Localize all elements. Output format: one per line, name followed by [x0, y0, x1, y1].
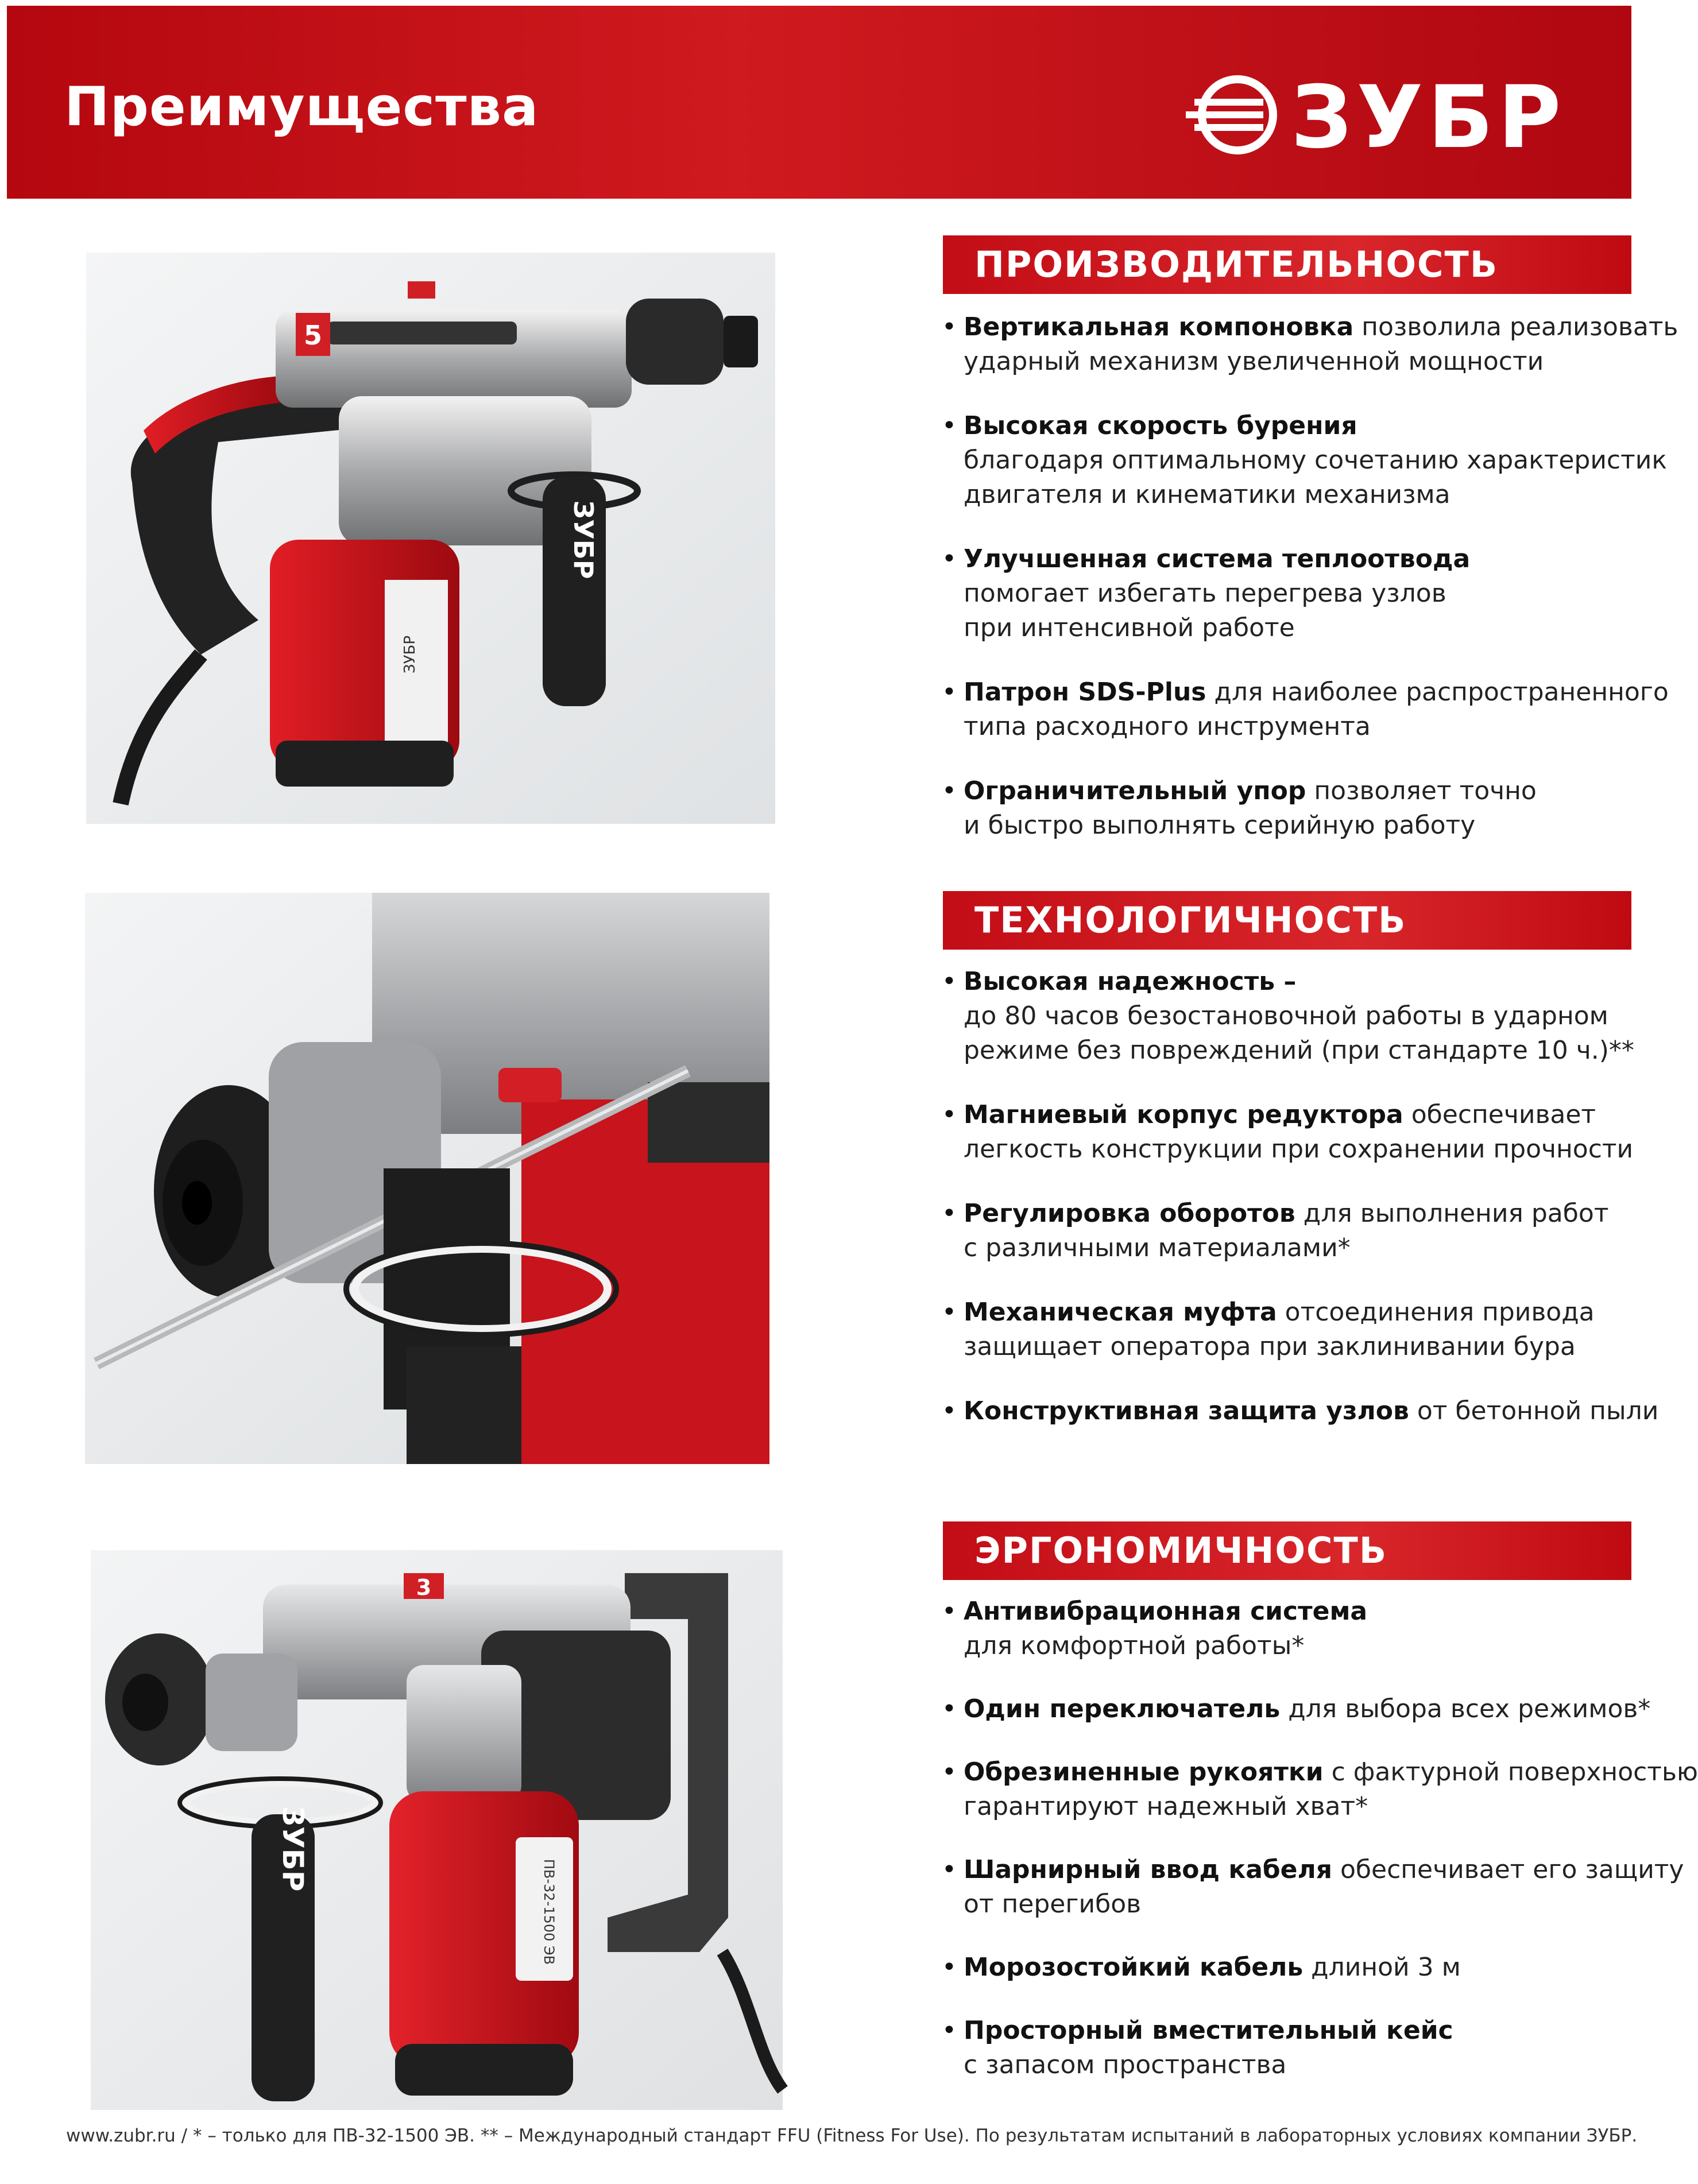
- list-item: • Высокая надежность – до 80 часов безостановочной работы в ударном режиме без повреждений (при стандарте 10 ч.)**: [942, 965, 1631, 1068]
- handle-logo-front: ЗУБР: [276, 1806, 310, 1892]
- list-item: • Регулировка оборотов для выполнения работ с различными материалами*: [942, 1196, 1631, 1265]
- handle-logo: ЗУБР: [568, 500, 599, 579]
- performance-list: [942, 310, 1678, 843]
- list-item: • Конструктивная защита узлов от бетонной пыли: [942, 1394, 1631, 1428]
- section-title: ТЕХНОЛОГИЧНОСТЬ: [974, 899, 1407, 941]
- zubr-emblem-icon: [1183, 69, 1286, 161]
- header-banner: [7, 6, 1631, 199]
- list-item: • Вертикальная компоновка позволила реализовать ударный механизм увеличенной мощности: [942, 310, 1631, 379]
- section-technology-header: [943, 891, 1631, 950]
- body-label-model: ПВ-32-1500 ЭВ: [541, 1858, 557, 1965]
- body-logo: ЗУБР: [401, 635, 419, 674]
- product-photo-hammer-side: [86, 253, 775, 824]
- list-item: • Ограничительный упор позволяет точно и быстро выполнять серийную работу: [942, 774, 1631, 843]
- page-title: Преимущества: [64, 76, 539, 138]
- list-item: • Просторный вместительный кейс с запасом пространства: [942, 2013, 1631, 2082]
- rotary-hammer-illustration: [86, 253, 775, 824]
- depth-stop-closeup-illustration: [85, 893, 769, 1464]
- zubr-logo: [1183, 68, 1579, 168]
- list-item: • Обрезиненные рукоятки с фактурной поверхностью гарантируют надежный хват*: [942, 1755, 1631, 1824]
- list-item: • Магниевый корпус редуктора обеспечивает легкость конструкции при сохранении прочности: [942, 1098, 1631, 1167]
- brand-name: ЗУБР: [1291, 68, 1566, 168]
- ergonomics-list: [942, 1594, 1698, 2082]
- technology-list: [942, 965, 1659, 1428]
- list-item: • Патрон SDS-Plus для наиболее распространенного типа расходного инструмента: [942, 675, 1631, 744]
- rotary-hammer-front-illustration: [91, 1550, 783, 2110]
- power-badge: 5: [303, 320, 323, 351]
- list-item: • Антивибрационная система для комфортной работы*: [942, 1594, 1631, 1663]
- list-item: • Механическая муфта отсоединения привода защищает оператора при заклинивании бура: [942, 1295, 1631, 1364]
- list-item: • Улучшенная система теплоотвода помогает избегать перегрева узлов при интенсивной работе: [942, 542, 1631, 645]
- power-badge-front: 3: [416, 1575, 432, 1600]
- section-ergonomics-header: [943, 1521, 1631, 1580]
- footer-note: www.zubr.ru / * – только для ПВ-32-1500 ЭВ. ** – Международный стандарт FFU (Fitness For Use). По результатам испытаний в лабораторных условиях компании ЗУБР.: [66, 2125, 1638, 2146]
- list-item: • Один переключатель для выбора всех режимов*: [942, 1692, 1631, 1726]
- list-item: • Высокая скорость бурения благодаря оптимальному сочетанию характеристик двигателя и кинематики механизма: [942, 409, 1631, 512]
- product-photo-depth-stop: [85, 893, 769, 1464]
- section-title: ЭРГОНОМИЧНОСТЬ: [974, 1529, 1388, 1571]
- section-performance-header: [943, 235, 1631, 294]
- product-photo-hammer-front: [91, 1550, 783, 2110]
- list-item: • Морозостойкий кабель длиной 3 м: [942, 1950, 1631, 1985]
- list-item: • Шарнирный ввод кабеля обеспечивает его защиту от перегибов: [942, 1853, 1631, 1922]
- section-title: ПРОИЗВОДИТЕЛЬНОСТЬ: [974, 243, 1499, 285]
